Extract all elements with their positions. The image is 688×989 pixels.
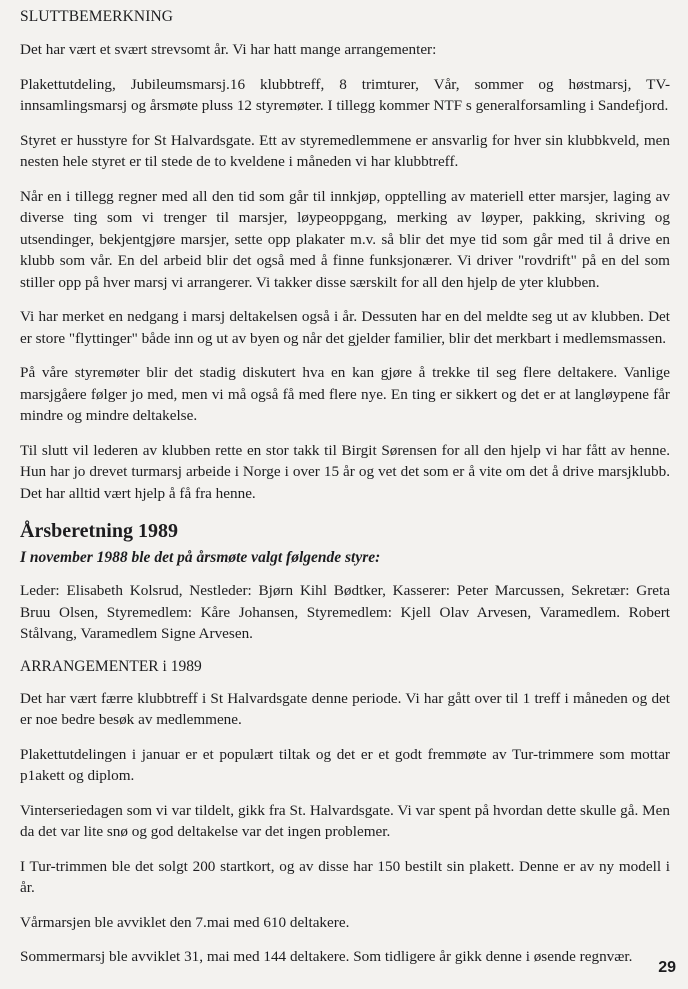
board-members-paragraph: Leder: Elisabeth Kolsrud, Nestleder: Bjørn Kihl Bødtker, Kasserer: Peter Marcussen, Sekretær: Greta Bruu Olsen, Styremedlem: Kåre Johansen, Styremedlem: Kjell Olav Arvesen, Varamedlem. Robert Stålvang, Varamedlem Signe Arvesen. xyxy=(20,582,670,642)
paragraph: Vi har merket en nedgang i marsj deltakelsen også i år. Dessuten har en del meldte seg ut av klubben. Det er store "flyttinger" både inn og ut av byen og når det gjelder familier, blir det merkbart i medlemsmassen. xyxy=(20,308,670,347)
paragraph: Vinterseriedagen som vi var tildelt, gikk fra St. Halvardsgate. Vi var spent på hvordan dette skulle gå. Men da det var lite snø og god deltakelse var det ingen problemer. xyxy=(20,801,670,840)
paragraph: Når en i tillegg regner med all den tid som går til innkjøp, opptelling av materiell etter marsjer, laging av diverse ting som vi trenger til marsjer, løypeoppgang, merking av løyper, pakking, skriving og utsendinger, bekjentgjøre marsjer, sette opp plakater m.v. så blir det mye tid som går med til å drive en klubb som vår. En del arbeid blir det også med å finne funksjonærer. Vi driver "rovdrift" på en del som stiller opp på hver marsj vi arrangerer. Vi takker disse særskilt for all den hjelp de yter klubben. xyxy=(20,187,670,291)
arrangements-heading: ARRANGEMENTER i 1989 xyxy=(20,657,202,675)
paragraph: I Tur-trimmen ble det solgt 200 startkort, og av disse har 150 bestilt sin plakett. Denne er av ny modell i år. xyxy=(20,857,670,896)
board-election-subheading: I november 1988 ble det på årsmøte valgt følgende styre: xyxy=(20,549,381,566)
section-title-arsberetning: Årsberetning 1989 xyxy=(20,520,178,542)
paragraph: Vårmarsjen ble avviklet den 7.mai med 610 deltakere. xyxy=(20,913,350,931)
paragraph: På våre styremøter blir det stadig diskutert hva en kan gjøre å trekke til seg flere deltakere. Vanlige marsjgåere følger jo med, men vi må også få med flere nye. En ting er sikkert og det er at langløypene får mindre og mindre deltakelse. xyxy=(20,364,670,424)
paragraph: Det har vært et svært strevsomt år. Vi har hatt mange arrangementer: xyxy=(20,41,437,58)
paragraph: Sommermarsj ble avviklet 31, mai med 144 deltakere. Som tidligere år gikk denne i øsende regnvær. xyxy=(20,948,633,965)
paragraph: Plakettutdelingen i januar er et populært tiltak og det er et godt fremmøte av Tur-trimmere som mottar p1akett og diplom. xyxy=(20,745,670,784)
paragraph: Styret er husstyre for St Halvardsgate. Ett av styremedlemmene er ansvarlig for hver sin klubbkveld, men nesten hele styret er til stede de to kveldene i måneden vi har klubbtreff. xyxy=(20,131,670,170)
paragraph: Plakettutdeling, Jubileumsmarsj.16 klubbtreff, 8 trimturer, Vår, sommer og høstmarsj, TV-innsamlingsmarsj og årsmøte pluss 12 styremøter. I tillegg kommer NTF s generalforsamling i Sandefjord. xyxy=(20,75,670,114)
paragraph: Til slutt vil lederen av klubben rette en stor takk til Birgit Sørensen for all den hjelp vi har fått av henne. Hun har jo drevet turmarsj arbeide i Norge i over 15 år og vet det som er å vite om det å drive marsjklubb. Det har alltid vært hjelp å få fra henne. xyxy=(20,441,670,502)
paragraph: Det har vært færre klubbtreff i St Halvardsgate denne periode. Vi har gått over til 1 treff i måneden og det er noe bedre besøk av medlemmene. xyxy=(20,689,670,728)
page-number: 29 xyxy=(658,959,676,976)
section-heading-sluttbemerkning: SLUTTBEMERKNING xyxy=(20,8,174,25)
